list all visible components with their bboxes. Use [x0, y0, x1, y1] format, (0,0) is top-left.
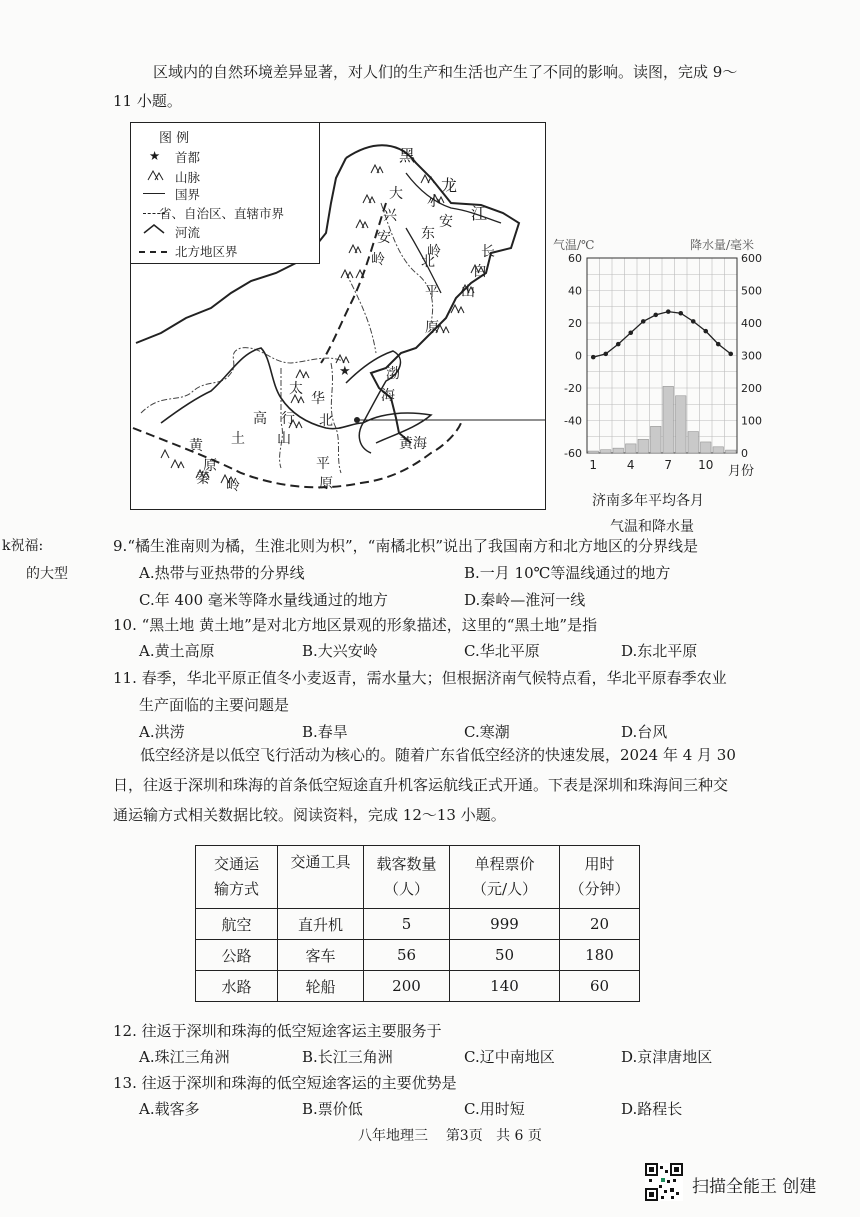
option-b[interactable]: B.票价低 — [302, 1100, 363, 1118]
question-11 — [113, 667, 727, 688]
footer-subject: 八年地理三 — [358, 1128, 428, 1144]
table-cell: 20 — [560, 909, 640, 940]
temperature-point — [716, 342, 721, 347]
map-label: 原 — [203, 458, 217, 474]
option-a[interactable]: A.珠江三角洲 — [139, 1048, 230, 1066]
option-d[interactable]: D.东北平原 — [621, 642, 698, 660]
table-cell: 直升机 — [278, 909, 364, 940]
legend-item: 首都 — [175, 150, 201, 165]
table-cell: 140 — [450, 971, 560, 1002]
legend-item: 山脉 — [175, 170, 201, 185]
right-axis-label: 降水量/毫米 — [690, 238, 755, 252]
question-10 — [113, 614, 597, 635]
table-header-row — [196, 846, 640, 909]
option-c[interactable]: C.用时短 — [464, 1100, 525, 1118]
precipitation-bar — [588, 451, 599, 453]
question-number: 10. — [113, 616, 137, 634]
map-label: 兴 — [383, 208, 397, 224]
precipitation-bar — [626, 444, 637, 453]
table-cell: 50 — [450, 940, 560, 971]
temperature-point — [616, 342, 621, 347]
table-cell: 56 — [364, 940, 450, 971]
precipitation-bar — [601, 450, 612, 453]
left-tick-label: -40 — [564, 414, 582, 428]
map-label: 秦 — [196, 471, 210, 487]
precipitation-bar — [726, 450, 737, 453]
map-label: 东 — [421, 226, 435, 242]
question-12 — [113, 1020, 442, 1041]
map-label: 平 — [425, 284, 439, 300]
right-tick-label: 300 — [741, 349, 762, 363]
question-9 — [113, 535, 698, 556]
option-c[interactable]: C.寒潮 — [464, 723, 510, 741]
x-tick-label: 1 — [589, 458, 598, 472]
climate-chart — [545, 252, 765, 482]
svg-text:★: ★ — [339, 364, 351, 379]
table-cell: 公路 — [196, 940, 278, 971]
right-tick-label: 200 — [741, 382, 762, 395]
footer-total: 共 6 页 — [496, 1128, 542, 1144]
map-label: 黑 — [399, 146, 416, 165]
right-tick-label: 600 — [741, 252, 762, 265]
precipitation-bar — [701, 442, 712, 453]
north-boundary-icon — [139, 251, 167, 253]
map-label: 小 — [427, 194, 441, 210]
map-label: 大 — [389, 186, 403, 202]
precipitation-bar — [676, 396, 687, 453]
table-cell: 轮船 — [278, 971, 364, 1002]
option-c[interactable]: C.年 400 毫米等降水量线通过的地方 — [139, 591, 388, 609]
left-tick-label: 0 — [575, 349, 582, 363]
option-b[interactable]: B.长江三角洲 — [302, 1048, 393, 1066]
qr-code-icon — [645, 1163, 683, 1201]
left-tick-label: -20 — [564, 382, 582, 395]
temperature-point — [703, 329, 708, 334]
chart-caption-line-2: 气温和降水量 — [610, 519, 694, 535]
chart-caption-line-1: 济南多年平均各月 — [592, 493, 704, 509]
table-cell: 5 — [364, 909, 450, 940]
map-label: 山 — [461, 284, 475, 300]
margin-note: k祝福: — [2, 538, 44, 554]
page-footer — [358, 1125, 542, 1145]
table-cell: 水路 — [196, 971, 278, 1002]
left-axis-label: 气温/℃ — [553, 238, 595, 252]
watermark-text: 扫描全能王 创建 — [692, 1177, 817, 1197]
map-label: 黄 — [189, 438, 203, 454]
option-d[interactable]: D.路程长 — [621, 1100, 683, 1118]
header-vehicle: 交通工具 — [278, 846, 364, 909]
option-a[interactable]: A.热带与亚热带的分界线 — [139, 564, 305, 582]
margin-note: 的大型 — [26, 566, 68, 582]
option-a[interactable]: A.载客多 — [139, 1100, 200, 1118]
question-13 — [113, 1072, 457, 1093]
map-label: 安 — [377, 230, 391, 246]
table-cell: 60 — [560, 971, 640, 1002]
right-tick-label: 400 — [741, 317, 762, 330]
left-tick-label: 40 — [568, 284, 582, 298]
map-label: 平 — [316, 456, 330, 472]
map-label: 土 — [231, 431, 245, 447]
table-cell: 200 — [364, 971, 450, 1002]
map-label: 华 — [311, 391, 325, 407]
map-label: 原 — [319, 476, 333, 492]
map-label: 岭 — [427, 244, 441, 260]
left-tick-label: 20 — [568, 317, 582, 330]
river-icon — [143, 223, 165, 238]
left-tick-label: 60 — [568, 252, 582, 265]
legend-item: 省、自治区、直辖市界 — [159, 206, 285, 221]
map-label: 北 — [421, 254, 435, 270]
x-tick-label: 10 — [698, 458, 714, 472]
temperature-point — [628, 330, 633, 335]
question-text: 春季，华北平原正值冬小麦返青，需水量大；但根据济南气候特点看，华北平原春季农业 — [141, 669, 727, 687]
map-label: 行 — [281, 411, 295, 427]
question-number: 13. — [113, 1074, 137, 1092]
precipitation-bar — [651, 426, 662, 453]
question-text: 往返于深圳和珠海的低空短途客运主要服务于 — [141, 1022, 442, 1040]
question-number: 9. — [113, 537, 128, 555]
question-text: “橘生淮南则为橘，生淮北则为枳”，“南橘北枳”说出了我国南方和北方地区的分界线是 — [127, 537, 698, 555]
x-tick-label: 7 — [664, 458, 673, 472]
table-cell: 客车 — [278, 940, 364, 971]
map-label: 江 — [471, 204, 488, 223]
header-capacity: 载客数量 （人） — [364, 846, 450, 909]
precipitation-bar — [663, 386, 674, 453]
temperature-point — [591, 355, 596, 360]
precipitation-bar — [688, 432, 699, 453]
map-label: 龙 — [441, 176, 458, 195]
star-icon: ★ — [149, 148, 161, 163]
map-label: 渤 — [386, 366, 400, 382]
option-c[interactable]: C.辽中南地区 — [464, 1048, 555, 1066]
temperature-point — [641, 319, 646, 324]
transport-table — [195, 845, 640, 1002]
header-time: 用时 （分钟） — [560, 846, 640, 909]
option-d[interactable]: D.秦岭—淮河一线 — [464, 591, 586, 609]
precipitation-bar — [638, 439, 649, 453]
map-label: 原 — [425, 320, 439, 336]
temperature-point — [603, 352, 608, 357]
x-tick-label: 4 — [626, 458, 635, 472]
map-label: 黄海 — [399, 436, 427, 452]
table-cell: 180 — [560, 940, 640, 971]
table-row — [196, 971, 640, 1002]
intro-line-1: 区域内的自然环境差异显著，对人们的生产和生活也产生了不同的影响。读图，完成 9～ — [153, 63, 738, 81]
right-tick-label: 500 — [741, 284, 762, 298]
question-number: 11. — [113, 669, 137, 687]
option-c[interactable]: C.华北平原 — [464, 642, 540, 660]
intro2-line-2: 日，往返于深圳和珠海的首条低空短途直升机客运航线正式开通。下表是深圳和珠海间三种交 — [113, 776, 729, 794]
legend-item: 国界 — [175, 187, 201, 202]
header-mode: 交通运 输方式 — [196, 846, 278, 909]
temperature-point — [691, 319, 696, 324]
map-label: 山 — [277, 431, 291, 447]
table-cell: 999 — [450, 909, 560, 940]
intro2-line-3: 通运输方式相关数据比较。阅读资料，完成 12～13 小题。 — [113, 806, 506, 824]
legend-title: 图 例 — [159, 131, 190, 146]
question-text-cont: 生产面临的主要问题是 — [139, 696, 290, 714]
table-row — [196, 940, 640, 971]
footer-page: 第3页 — [445, 1128, 483, 1144]
x-axis-suffix: 月份 — [728, 464, 755, 479]
table-cell: 航空 — [196, 909, 278, 940]
temperature-point — [653, 313, 658, 318]
map-label: 岭 — [371, 252, 385, 268]
precipitation-bar — [713, 447, 724, 453]
precipitation-bar — [613, 448, 624, 453]
map-legend — [131, 123, 320, 264]
legend-item: 河流 — [175, 225, 201, 240]
left-tick-label: -60 — [564, 447, 582, 460]
map-label: 安 — [439, 214, 453, 230]
question-text: “黑土地 黄土地”是对北方地区景观的形象描述，这里的“黑土地”是指 — [141, 616, 598, 634]
option-d[interactable]: D.京津唐地区 — [621, 1048, 713, 1066]
map-label: 岭 — [226, 478, 240, 494]
question-number: 12. — [113, 1022, 137, 1040]
question-text: 往返于深圳和珠海的低空短途客运的主要优势是 — [141, 1074, 457, 1092]
header-fare: 单程票价 （元/人） — [450, 846, 560, 909]
option-b[interactable]: B.春旱 — [302, 723, 348, 741]
legend-item: 北方地区界 — [175, 244, 238, 259]
table-row — [196, 909, 640, 940]
temperature-point — [678, 311, 683, 316]
temperature-point — [666, 309, 671, 314]
option-d[interactable]: D.台风 — [621, 723, 668, 741]
map-label: 北 — [319, 413, 333, 429]
map-label: 高 — [253, 411, 267, 427]
map-label: 海 — [381, 388, 395, 404]
map-label: 太 — [289, 381, 303, 397]
border-line-icon — [143, 193, 165, 194]
temperature-point — [728, 352, 733, 357]
right-tick-label: 100 — [741, 414, 762, 428]
option-a[interactable]: A.洪涝 — [139, 723, 185, 741]
right-tick-label: 0 — [741, 447, 748, 460]
option-b[interactable]: B.一月 10℃等温线通过的地方 — [464, 564, 671, 582]
map-label: 白 — [473, 264, 487, 280]
option-b[interactable]: B.大兴安岭 — [302, 642, 378, 660]
option-a[interactable]: A.黄土高原 — [139, 642, 215, 660]
map-label: 长 — [481, 244, 495, 260]
intro-line-2: 11 小题。 — [113, 92, 182, 110]
intro2-line-1: 低空经济是以低空飞行活动为核心的。随着广东省低空经济的快速发展，2024 年 4 月 30 — [140, 746, 736, 764]
mountain-icon — [147, 168, 169, 185]
